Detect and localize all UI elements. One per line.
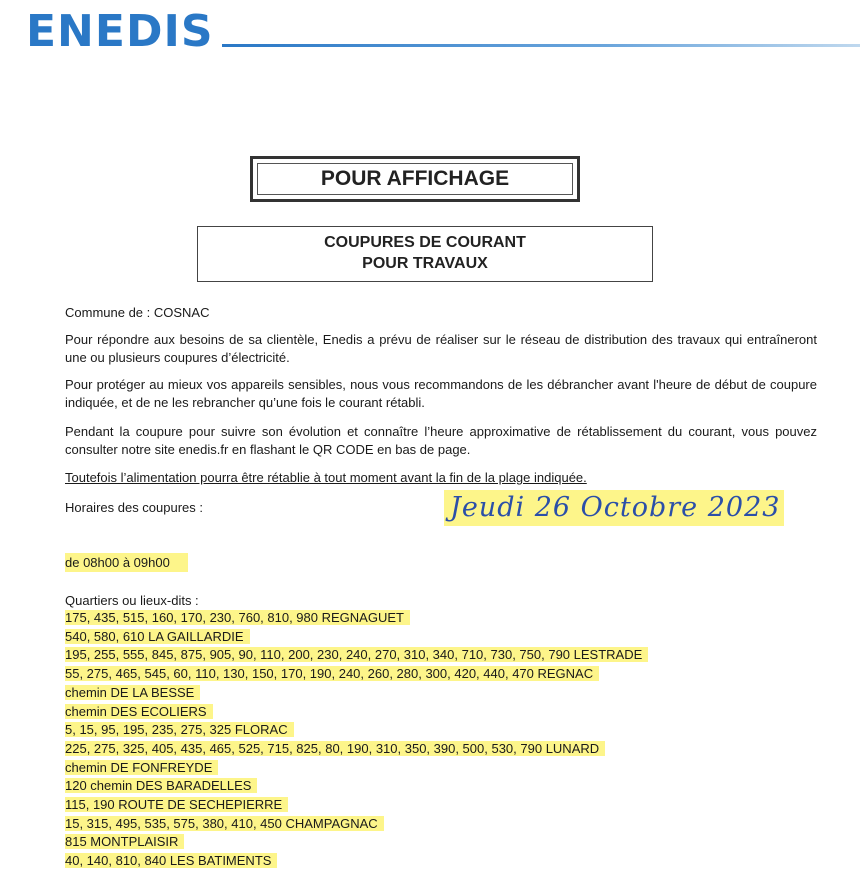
list-item: chemin DE FONFREYDE <box>65 759 648 778</box>
list-item: 40, 140, 810, 840 LES BATIMENTS <box>65 852 648 871</box>
notice-line: Toutefois l’alimentation pourra être rétablie à tout moment avant la fin de la plage indiquée. <box>65 470 587 485</box>
locations-list <box>65 609 648 871</box>
list-item: chemin DE LA BESSE <box>65 684 648 703</box>
list-item: 540, 580, 610 LA GAILLARDIE <box>65 628 648 647</box>
list-item: 195, 255, 555, 845, 875, 905, 90, 110, 200, 230, 240, 270, 310, 340, 710, 730, 750, 790 LESTRADE <box>65 646 648 665</box>
header-rule <box>222 44 860 47</box>
list-item: 120 chemin DES BARADELLES <box>65 777 648 796</box>
title-box <box>250 156 580 202</box>
time-range-text: de 08h00 à 09h00 <box>65 553 188 572</box>
page-title: POUR AFFICHAGE <box>320 167 510 190</box>
enedis-logo: ENEDIS <box>26 6 214 57</box>
commune-line: Commune de : COSNAC <box>65 305 210 320</box>
paragraph-2: Pour protéger au mieux vos appareils sensibles, nous vous recommandons de les débrancher avant l'heure de début de coupure indiquée, et de ne les rebrancher qu’une fois le courant rétabli. <box>65 377 817 410</box>
subtitle-box <box>197 226 653 282</box>
list-item: 115, 190 ROUTE DE SECHEPIERRE <box>65 796 648 815</box>
list-item: 5, 15, 95, 195, 235, 275, 325 FLORAC <box>65 721 648 740</box>
list-item: 815 MONTPLAISIR <box>65 833 648 852</box>
subtitle-line-1: COUPURES DE COURANT <box>324 234 526 251</box>
locations-label: Quartiers ou lieux-dits : <box>65 593 199 608</box>
list-item: 55, 275, 465, 545, 60, 110, 130, 150, 170, 190, 240, 260, 280, 300, 420, 440, 470 REGNAC <box>65 665 648 684</box>
list-item: chemin DES ECOLIERS <box>65 703 648 722</box>
paragraph-3: Pendant la coupure pour suivre son évolution et connaître l’heure approximative de rétablissement du courant, vous pouvez consulter notre site enedis.fr en flashant le QR CODE en bas de page. <box>65 424 817 457</box>
list-item: 175, 435, 515, 160, 170, 230, 760, 810, 980 REGNAGUET <box>65 609 648 628</box>
list-item: 15, 315, 495, 535, 575, 380, 410, 450 CHAMPAGNAC <box>65 815 648 834</box>
list-item: 225, 275, 325, 405, 435, 465, 525, 715, 825, 80, 190, 310, 350, 390, 500, 530, 790 LUNARD <box>65 740 648 759</box>
schedule-label: Horaires des coupures : <box>65 500 204 515</box>
subtitle-line-2: POUR TRAVAUX <box>362 255 488 272</box>
paragraph-1: Pour répondre aux besoins de sa clientèle, Enedis a prévu de réaliser sur le réseau de distribution des travaux qui entraîneront une ou plusieurs coupures d’électricité. <box>65 332 817 365</box>
time-range <box>65 554 188 572</box>
handwritten-date: Jeudi 26 Octobre 2023 <box>444 490 784 526</box>
